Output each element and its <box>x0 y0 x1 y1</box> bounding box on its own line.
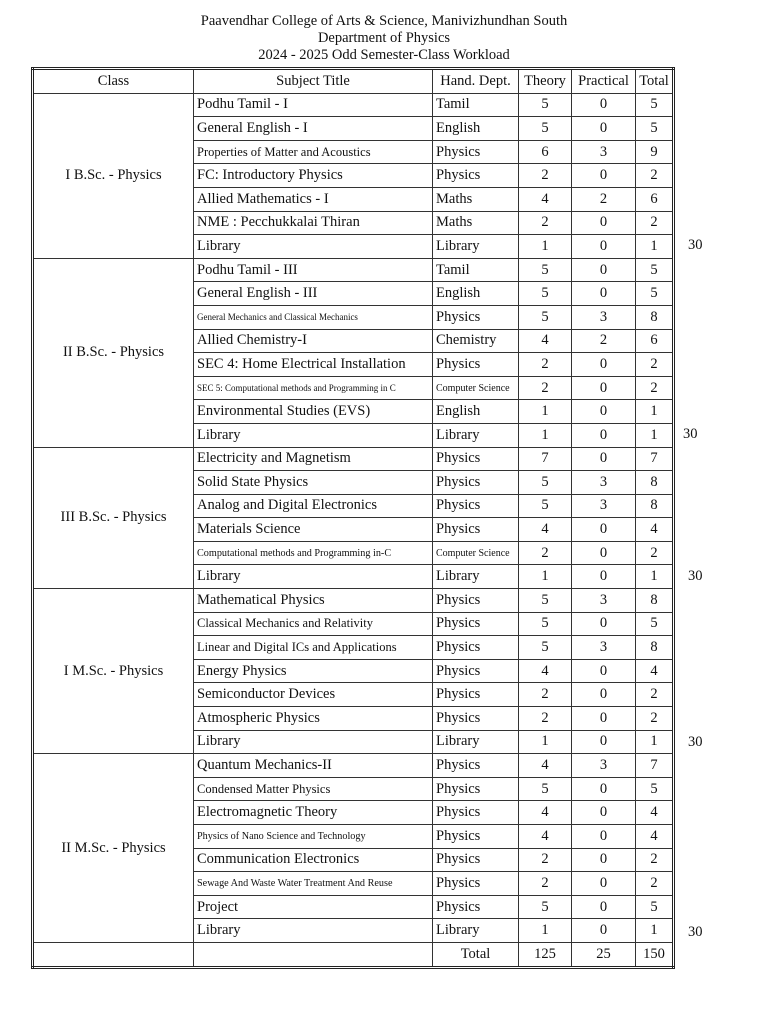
theory-cell: 5 <box>519 777 572 801</box>
theory-cell: 2 <box>519 848 572 872</box>
department-name: Department of Physics <box>317 30 451 46</box>
dept-cell: Maths <box>433 187 519 211</box>
theory-cell: 2 <box>519 707 572 731</box>
total-cell: 4 <box>636 659 674 683</box>
practical-cell: 0 <box>572 825 636 849</box>
theory-cell: 5 <box>519 612 572 636</box>
group-subtotal: 30 <box>688 924 703 940</box>
practical-cell: 0 <box>572 376 636 400</box>
dept-cell: Physics <box>433 471 519 495</box>
dept-cell: Physics <box>433 848 519 872</box>
college-name: Paavendhar College of Arts & Science, Manivizhundhan South <box>200 13 568 29</box>
dept-cell: English <box>433 400 519 424</box>
theory-cell: 5 <box>519 258 572 282</box>
dept-cell: Physics <box>433 825 519 849</box>
document-title: 2024 - 2025 Odd Semester-Class Workload <box>258 47 510 63</box>
class-cell: III B.Sc. - Physics <box>33 447 194 589</box>
total-cell: 5 <box>636 282 674 306</box>
dept-cell: Physics <box>433 612 519 636</box>
dept-cell: Physics <box>433 636 519 660</box>
total-cell: 8 <box>636 494 674 518</box>
total-cell: 5 <box>636 258 674 282</box>
practical-cell: 0 <box>572 801 636 825</box>
dept-cell: Physics <box>433 164 519 188</box>
theory-cell: 5 <box>519 636 572 660</box>
practical-cell: 0 <box>572 282 636 306</box>
class-cell: II B.Sc. - Physics <box>33 258 194 447</box>
col-header-practical: Practical <box>572 69 636 94</box>
practical-cell: 0 <box>572 423 636 447</box>
col-header-theory: Theory <box>519 69 572 94</box>
practical-cell: 3 <box>572 636 636 660</box>
theory-cell: 7 <box>519 447 572 471</box>
subject-cell: Semiconductor Devices <box>194 683 433 707</box>
total-cell: 5 <box>636 93 674 117</box>
col-header-dept: Hand. Dept. <box>433 69 519 94</box>
total-cell: 8 <box>636 305 674 329</box>
practical-cell: 0 <box>572 353 636 377</box>
total-cell: 9 <box>636 140 674 164</box>
total-cell: 2 <box>636 848 674 872</box>
total-cell: 4 <box>636 825 674 849</box>
total-cell: 8 <box>636 636 674 660</box>
theory-cell: 2 <box>519 376 572 400</box>
subject-cell: Quantum Mechanics-II <box>194 754 433 778</box>
subject-cell: FC: Introductory Physics <box>194 164 433 188</box>
subject-cell: NME : Pecchukkalai Thiran <box>194 211 433 235</box>
group-subtotal: 30 <box>683 426 698 442</box>
practical-cell: 3 <box>572 589 636 613</box>
practical-cell: 3 <box>572 494 636 518</box>
table-row <box>33 258 674 282</box>
dept-cell: Physics <box>433 895 519 919</box>
dept-cell: Tamil <box>433 93 519 117</box>
subject-cell: SEC 5: Computational methods and Programming in C <box>194 376 433 400</box>
total-cell: 7 <box>636 447 674 471</box>
practical-cell: 3 <box>572 471 636 495</box>
theory-cell: 1 <box>519 423 572 447</box>
group-subtotal: 30 <box>688 734 703 750</box>
subject-cell: Electromagnetic Theory <box>194 801 433 825</box>
subject-cell: General Mechanics and Classical Mechanics <box>194 305 433 329</box>
class-cell: II M.Sc. - Physics <box>33 754 194 943</box>
theory-cell: 4 <box>519 187 572 211</box>
dept-cell: Physics <box>433 683 519 707</box>
practical-cell: 0 <box>572 235 636 259</box>
total-cell: 2 <box>636 683 674 707</box>
table-row <box>33 93 674 117</box>
dept-cell: Library <box>433 423 519 447</box>
theory-cell: 4 <box>519 825 572 849</box>
practical-cell: 0 <box>572 659 636 683</box>
subject-cell: Properties of Matter and Acoustics <box>194 140 433 164</box>
dept-cell: Tamil <box>433 258 519 282</box>
total-cell: 1 <box>636 235 674 259</box>
totals-label: Total <box>433 942 519 967</box>
theory-cell: 4 <box>519 329 572 353</box>
dept-cell: Chemistry <box>433 329 519 353</box>
total-cell: 2 <box>636 353 674 377</box>
subject-cell: Solid State Physics <box>194 471 433 495</box>
practical-cell: 0 <box>572 848 636 872</box>
totals-empty-class <box>33 942 194 967</box>
total-cell: 8 <box>636 589 674 613</box>
totals-row <box>33 942 674 967</box>
subject-cell: Energy Physics <box>194 659 433 683</box>
total-cell: 1 <box>636 400 674 424</box>
table-row <box>33 447 674 471</box>
theory-cell: 2 <box>519 683 572 707</box>
header-row <box>33 69 674 94</box>
total-cell: 8 <box>636 471 674 495</box>
total-cell: 2 <box>636 541 674 565</box>
subject-cell: Allied Chemistry-I <box>194 329 433 353</box>
subject-cell: Analog and Digital Electronics <box>194 494 433 518</box>
theory-cell: 4 <box>519 659 572 683</box>
practical-cell: 0 <box>572 117 636 141</box>
theory-cell: 5 <box>519 305 572 329</box>
practical-cell: 0 <box>572 683 636 707</box>
theory-cell: 1 <box>519 235 572 259</box>
subject-cell: Computational methods and Programming in-C <box>194 541 433 565</box>
total-cell: 2 <box>636 211 674 235</box>
dept-cell: Physics <box>433 872 519 896</box>
theory-cell: 5 <box>519 589 572 613</box>
total-cell: 5 <box>636 777 674 801</box>
practical-cell: 0 <box>572 541 636 565</box>
dept-cell: Physics <box>433 305 519 329</box>
subject-cell: General English - III <box>194 282 433 306</box>
total-cell: 2 <box>636 164 674 188</box>
group-subtotal: 30 <box>688 237 703 253</box>
practical-cell: 3 <box>572 140 636 164</box>
practical-cell: 0 <box>572 447 636 471</box>
subject-cell: SEC 4: Home Electrical Installation <box>194 353 433 377</box>
subject-cell: Project <box>194 895 433 919</box>
theory-cell: 4 <box>519 518 572 542</box>
total-cell: 1 <box>636 919 674 943</box>
total-cell: 1 <box>636 423 674 447</box>
total-cell: 5 <box>636 612 674 636</box>
dept-cell: Physics <box>433 140 519 164</box>
theory-cell: 1 <box>519 919 572 943</box>
practical-cell: 0 <box>572 777 636 801</box>
dept-cell: Physics <box>433 589 519 613</box>
dept-cell: Library <box>433 565 519 589</box>
subject-cell: Library <box>194 919 433 943</box>
col-header-total: Total <box>636 69 674 94</box>
practical-cell: 0 <box>572 211 636 235</box>
theory-cell: 5 <box>519 895 572 919</box>
class-cell: I B.Sc. - Physics <box>33 93 194 258</box>
dept-cell: Physics <box>433 518 519 542</box>
theory-cell: 1 <box>519 730 572 754</box>
theory-cell: 5 <box>519 494 572 518</box>
practical-cell: 0 <box>572 518 636 542</box>
practical-cell: 0 <box>572 730 636 754</box>
subject-cell: Classical Mechanics and Relativity <box>194 612 433 636</box>
subject-cell: Library <box>194 730 433 754</box>
dept-cell: English <box>433 282 519 306</box>
class-cell: I M.Sc. - Physics <box>33 589 194 754</box>
practical-cell: 0 <box>572 93 636 117</box>
subject-cell: Mathematical Physics <box>194 589 433 613</box>
theory-cell: 5 <box>519 471 572 495</box>
theory-cell: 2 <box>519 541 572 565</box>
dept-cell: Physics <box>433 801 519 825</box>
theory-cell: 2 <box>519 872 572 896</box>
dept-cell: Computer Science <box>433 541 519 565</box>
practical-cell: 0 <box>572 919 636 943</box>
total-cell: 5 <box>636 895 674 919</box>
practical-cell: 3 <box>572 754 636 778</box>
total-cell: 6 <box>636 329 674 353</box>
col-header-class: Class <box>33 69 194 94</box>
subject-cell: Allied Mathematics - I <box>194 187 433 211</box>
theory-cell: 4 <box>519 801 572 825</box>
practical-cell: 2 <box>572 187 636 211</box>
dept-cell: Maths <box>433 211 519 235</box>
theory-cell: 1 <box>519 565 572 589</box>
table-row <box>33 754 674 778</box>
subject-cell: Materials Science <box>194 518 433 542</box>
practical-cell: 0 <box>572 258 636 282</box>
practical-cell: 0 <box>572 895 636 919</box>
dept-cell: Library <box>433 235 519 259</box>
subject-cell: Sewage And Waste Water Treatment And Reuse <box>194 872 433 896</box>
subject-cell: Communication Electronics <box>194 848 433 872</box>
dept-cell: Library <box>433 730 519 754</box>
subject-cell: General English - I <box>194 117 433 141</box>
subject-cell: Condensed Matter Physics <box>194 777 433 801</box>
theory-cell: 2 <box>519 164 572 188</box>
col-header-subject: Subject Title <box>194 69 433 94</box>
theory-cell: 5 <box>519 117 572 141</box>
theory-cell: 2 <box>519 211 572 235</box>
practical-cell: 0 <box>572 164 636 188</box>
theory-cell: 1 <box>519 400 572 424</box>
subject-cell: Podhu Tamil - I <box>194 93 433 117</box>
dept-cell: Physics <box>433 659 519 683</box>
total-cell: 6 <box>636 187 674 211</box>
dept-cell: Computer Science <box>433 376 519 400</box>
subject-cell: Library <box>194 565 433 589</box>
subject-cell: Atmospheric Physics <box>194 707 433 731</box>
subject-cell: Physics of Nano Science and Technology <box>194 825 433 849</box>
subject-cell: Library <box>194 423 433 447</box>
total-cell: 1 <box>636 565 674 589</box>
dept-cell: Physics <box>433 707 519 731</box>
totals-practical: 25 <box>572 942 636 967</box>
theory-cell: 4 <box>519 754 572 778</box>
dept-cell: English <box>433 117 519 141</box>
dept-cell: Library <box>433 919 519 943</box>
subject-cell: Podhu Tamil - III <box>194 258 433 282</box>
dept-cell: Physics <box>433 353 519 377</box>
subject-cell: Electricity and Magnetism <box>194 447 433 471</box>
subject-cell: Library <box>194 235 433 259</box>
subject-cell: Environmental Studies (EVS) <box>194 400 433 424</box>
total-cell: 2 <box>636 872 674 896</box>
workload-table <box>31 67 675 969</box>
practical-cell: 0 <box>572 400 636 424</box>
group-subtotal: 30 <box>688 568 703 584</box>
theory-cell: 6 <box>519 140 572 164</box>
theory-cell: 5 <box>519 282 572 306</box>
table-row <box>33 589 674 613</box>
total-cell: 4 <box>636 801 674 825</box>
total-cell: 2 <box>636 707 674 731</box>
subject-cell: Linear and Digital ICs and Applications <box>194 636 433 660</box>
totals-theory: 125 <box>519 942 572 967</box>
practical-cell: 3 <box>572 305 636 329</box>
dept-cell: Physics <box>433 447 519 471</box>
totals-empty-subject <box>194 942 433 967</box>
total-cell: 2 <box>636 376 674 400</box>
dept-cell: Physics <box>433 494 519 518</box>
practical-cell: 0 <box>572 872 636 896</box>
dept-cell: Physics <box>433 754 519 778</box>
total-cell: 5 <box>636 117 674 141</box>
total-cell: 4 <box>636 518 674 542</box>
practical-cell: 0 <box>572 612 636 636</box>
practical-cell: 0 <box>572 565 636 589</box>
total-cell: 1 <box>636 730 674 754</box>
totals-total: 150 <box>636 942 674 967</box>
practical-cell: 2 <box>572 329 636 353</box>
total-cell: 7 <box>636 754 674 778</box>
practical-cell: 0 <box>572 707 636 731</box>
theory-cell: 5 <box>519 93 572 117</box>
theory-cell: 2 <box>519 353 572 377</box>
dept-cell: Physics <box>433 777 519 801</box>
